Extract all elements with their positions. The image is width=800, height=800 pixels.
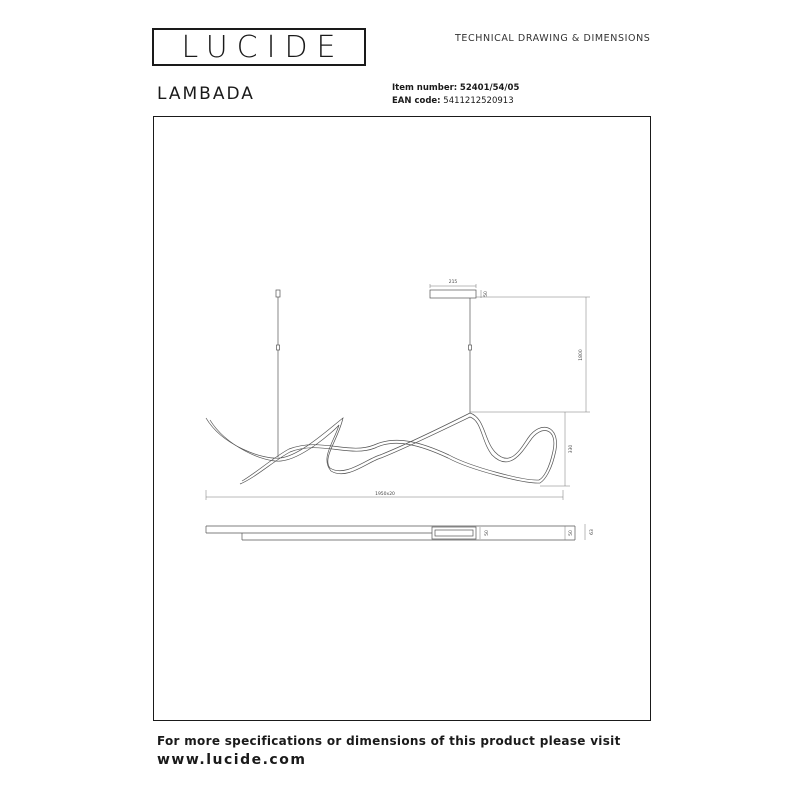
side-depth-label: 63 [590, 529, 595, 535]
dimension-lines [206, 284, 590, 500]
side-height-right-label: 50 [569, 530, 574, 536]
side-view [206, 526, 575, 540]
canopy-height-label: 50 [484, 291, 489, 297]
ean-code-value: 5411212520913 [443, 96, 514, 106]
document-type: TECHNICAL DRAWING & DIMENSIONS [455, 33, 651, 44]
side-height-label: 50 [485, 530, 490, 536]
light-body-outer [206, 413, 557, 484]
ean-code-label: EAN code: [392, 96, 441, 106]
brand-logo-text: LUCIDE [181, 29, 345, 65]
overall-length-label: 1950x20 [375, 492, 395, 497]
left-ceiling-cap [276, 290, 280, 297]
right-cable-joint [469, 345, 472, 350]
body-height-label: 330 [569, 444, 574, 454]
dimension-labels [375, 279, 584, 497]
canopy-width-label: 215 [448, 280, 458, 285]
front-view [206, 290, 557, 484]
suspension-length-label: 1800 [579, 349, 584, 361]
canopy-outline [430, 290, 476, 298]
item-number-value: 52401/54/05 [459, 83, 520, 93]
website-link[interactable]: www.lucide.com [157, 752, 307, 768]
side-canopy-block [432, 527, 476, 539]
side-canopy-inner [435, 530, 473, 536]
side-dimension-labels [484, 529, 595, 536]
footer-info-text: For more specifications or dimensions of this product please visit [157, 734, 621, 748]
product-name: LAMBADA [157, 84, 255, 104]
left-cable-joint [277, 345, 280, 350]
item-number-label: Item number: [392, 83, 458, 93]
